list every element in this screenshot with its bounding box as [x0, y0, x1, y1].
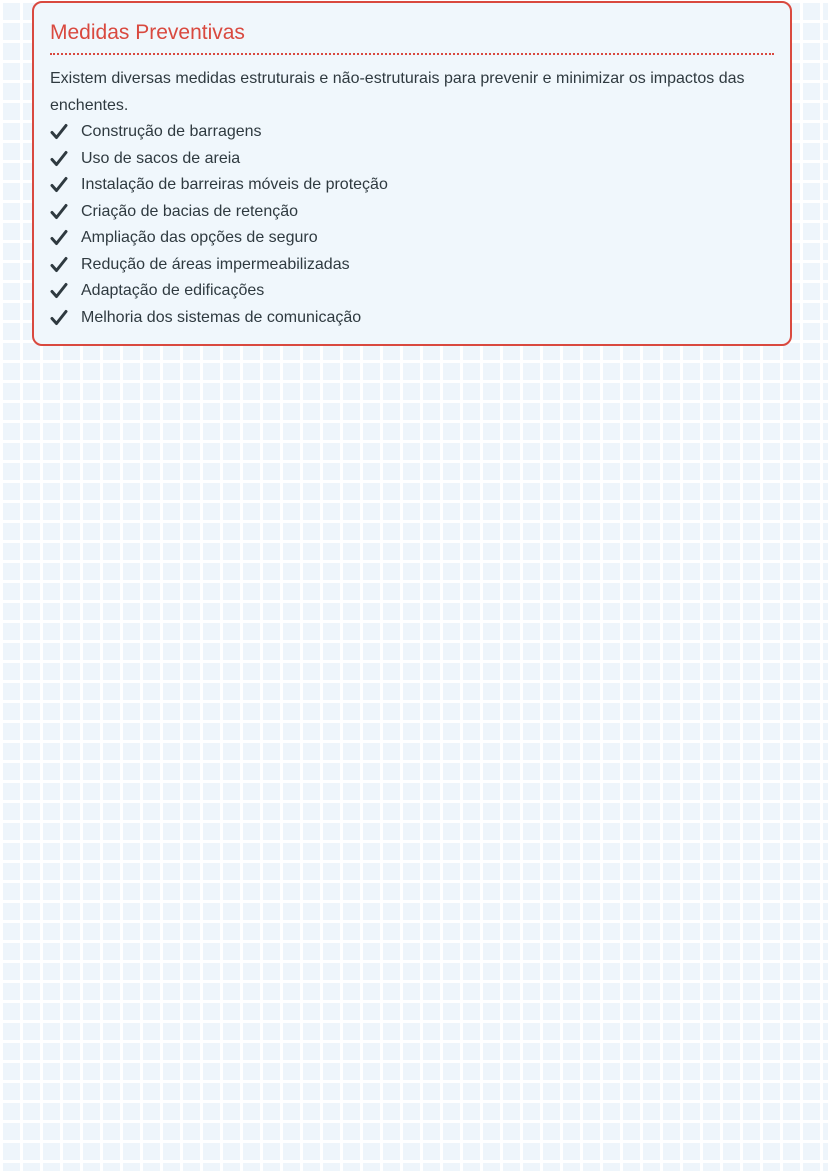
- list-item: [50, 199, 774, 226]
- list-item-label: Criação de bacias de retenção: [81, 202, 299, 220]
- list-item: [50, 252, 774, 279]
- preventive-measures-card: [32, 1, 792, 346]
- checkmark-icon: [50, 203, 68, 221]
- card-title: Medidas Preventivas: [50, 19, 774, 55]
- checkmark-icon: [50, 309, 68, 327]
- list-item: [50, 278, 774, 305]
- checkmark-icon: [50, 123, 68, 141]
- list-item-label: Uso de sacos de areia: [81, 149, 241, 167]
- list-item-label: Construção de barragens: [81, 123, 262, 141]
- list-item-label: Redução de áreas impermeabilizadas: [81, 255, 350, 273]
- list-item: [50, 225, 774, 252]
- list-item: [50, 119, 774, 146]
- list-item-label: Instalação de barreiras móveis de proteção: [81, 176, 388, 194]
- checkmark-icon: [50, 282, 68, 300]
- list-item-label: Adaptação de edificações: [81, 282, 265, 300]
- list-item-label: Melhoria dos sistemas de comunicação: [81, 308, 362, 326]
- list-item-label: Ampliação das opções de seguro: [81, 229, 318, 247]
- checkmark-icon: [50, 256, 68, 274]
- measures-list: [50, 119, 774, 331]
- checkmark-icon: [50, 176, 68, 194]
- list-item: [50, 146, 774, 173]
- list-item: [50, 172, 774, 199]
- intro-paragraph: Existem diversas medidas estruturais e não-estruturais para prevenir e minimizar os impactos das enchentes.: [50, 70, 745, 114]
- checkmark-icon: [50, 150, 68, 168]
- list-item: [50, 305, 774, 332]
- checkmark-icon: [50, 229, 68, 247]
